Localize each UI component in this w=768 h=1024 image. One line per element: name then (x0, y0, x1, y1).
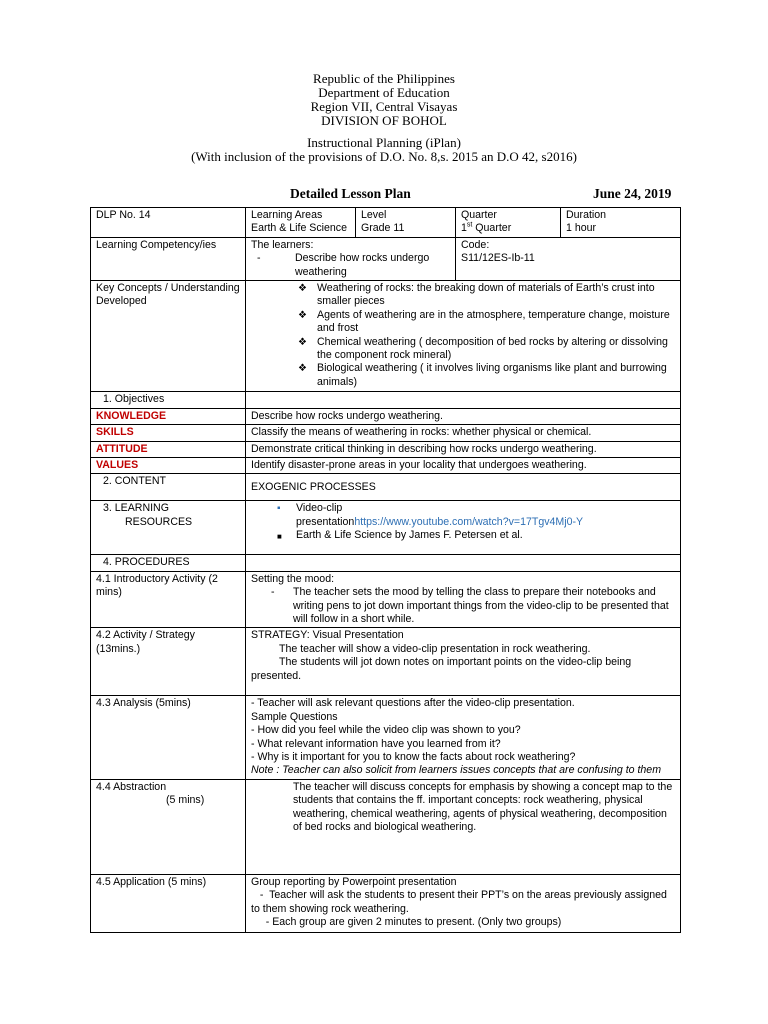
plan-subtitle: (With inclusion of the provisions of D.O. No. 8,s. 2015 an D.O 42, s2016) (191, 149, 577, 164)
learning-area-cell (246, 208, 356, 238)
quarter-number: 1 (461, 222, 467, 235)
analysis-question-1: - How did you feel while the video clip was shown to you? (251, 724, 521, 737)
application-line2: - Teacher will ask the students to present their PPT’s on the areas previously assigned to them showing rock weathering. (251, 889, 670, 915)
application-line1: Group reporting by Powerpoint presentation (251, 875, 457, 888)
resources-list (251, 502, 675, 542)
duration-label: Duration (566, 209, 607, 221)
key-concept-text: Weathering of rocks: the breaking down of materials of Earth’s crust into smaller pieces (317, 282, 655, 308)
activity-strategy-line1: The teacher will show a video-clip presentation in rock weathering. (279, 642, 591, 655)
table-row (91, 208, 681, 238)
list-item (298, 335, 675, 363)
document-header (0, 72, 768, 128)
resource-video-line (296, 516, 675, 529)
lesson-date: June 24, 2019 (593, 186, 672, 201)
introductory-activity-item (251, 586, 675, 626)
quarter-ordinal: st (466, 221, 473, 229)
list-item (298, 308, 675, 336)
knowledge-text: Describe how rocks undergo weathering. (246, 408, 681, 424)
competency-label: Learning Competency/ies (91, 237, 246, 280)
key-concept-text: Biological weathering ( it involves living organisms like plant and burrowing animals) (317, 362, 667, 388)
table-row (91, 779, 681, 874)
abstraction-cell (246, 779, 681, 874)
learning-area-value: Earth & Life Science (251, 222, 347, 235)
abstraction-label-line2: (5 mins) (166, 794, 205, 807)
duration-cell (561, 208, 681, 238)
introductory-dash: - (271, 586, 275, 599)
application-label: 4.5 Application (5 mins) (91, 874, 246, 932)
introductory-activity-text: The teacher sets the mood by telling the class to prepare their notebooks and writing pens to jot down important things from the video-clip to be presented that will follow in a short while. (293, 586, 669, 625)
table-row (91, 408, 681, 424)
code-label: Code: (461, 238, 490, 251)
resources-heading (91, 501, 246, 555)
header-line-republic: Republic of the Philippines (313, 71, 455, 86)
table-row (91, 571, 681, 628)
table-row (91, 628, 681, 696)
table-row (91, 441, 681, 457)
duration-value: 1 hour (566, 222, 597, 235)
plan-heading (0, 136, 768, 164)
list-item (277, 529, 675, 542)
competency-cell (246, 237, 456, 280)
introductory-activity-title: Setting the mood: (251, 572, 335, 585)
values-text: Identify disaster-prone areas in your locality that undergoes weathering. (246, 457, 681, 473)
table-row (91, 237, 681, 280)
content-heading: 2. CONTENT (91, 474, 246, 501)
quarter-label: Quarter (461, 209, 497, 221)
content-text: EXOGENIC PROCESSES (246, 474, 681, 501)
competency-item-text: Describe how rocks undergo weathering (295, 252, 430, 278)
table-row (91, 474, 681, 501)
analysis-line1: - Teacher will ask relevant questions after the video-clip presentation. (251, 697, 575, 710)
lesson-plan-title: Detailed Lesson Plan (290, 186, 411, 201)
analysis-question-3: - Why is it important for you to know the facts about rock weathering? (251, 750, 576, 763)
activity-strategy-line2: The students will jot down notes on important points on the video-clip being presented. (251, 656, 632, 682)
diamond-bullet-icon: ❖ (298, 363, 307, 375)
analysis-note: Note : Teacher can also solicit from learners issues concepts that are confusing to them (251, 764, 662, 777)
header-line-division: DIVISION OF BOHOL (321, 113, 447, 128)
analysis-line2: Sample Questions (251, 710, 338, 723)
key-concept-text: Chemical weathering ( decomposition of bed rocks by altering or dissolving the component rock mineral) (317, 335, 668, 362)
resource-video-label: Video-clip (296, 502, 343, 515)
key-concepts-cell (246, 281, 681, 392)
level-label: Level (361, 209, 387, 221)
header-line-department: Department of Education (318, 85, 450, 100)
table-row (91, 501, 681, 555)
procedures-blank (246, 555, 681, 571)
quarter-cell (456, 208, 561, 238)
skills-text: Classify the means of weathering in rocks: whether physical or chemical. (246, 425, 681, 441)
learning-area-label: Learning Areas (251, 209, 323, 221)
competency-item (251, 252, 450, 279)
list-item (277, 502, 675, 529)
dlp-number: DLP No. 14 (91, 208, 246, 238)
resource-video-link[interactable]: https://www.youtube.com/watch?v=17Tgv4Mj0-Y (354, 515, 584, 528)
level-value: Grade 11 (361, 222, 405, 235)
plan-title: Instructional Planning (iPlan) (307, 135, 461, 150)
quarter-value (461, 222, 555, 235)
table-row (91, 555, 681, 571)
resource-book: Earth & Life Science by James F. Petersen et al. (296, 529, 523, 542)
introductory-activity-label: 4.1 Introductory Activity (2 mins) (91, 571, 246, 628)
analysis-label: 4.3 Analysis (5mins) (91, 696, 246, 779)
table-row (91, 874, 681, 932)
square-bullet-icon: ▪ (277, 503, 281, 515)
knowledge-label: KNOWLEDGE (91, 408, 246, 424)
abstraction-text: The teacher will discuss concepts for emphasis by showing a concept map to the students that contains the ff. important concepts: rock weathering, physical weathering, chemical weathering, agents of physical weathering, decomposition of bed rocks and biological weathering. (293, 780, 673, 833)
resources-cell (246, 501, 681, 555)
analysis-question-2: - What relevant information have you learned from it? (251, 737, 501, 750)
activity-strategy-cell (246, 628, 681, 696)
table-row (91, 425, 681, 441)
competency-intro: The learners: (251, 238, 314, 251)
objectives-heading: 1. Objectives (91, 392, 246, 408)
key-concepts-list (251, 282, 675, 389)
attitude-text: Demonstrate critical thinking in describing how rocks undergo weathering. (246, 441, 681, 457)
list-item (298, 282, 675, 309)
introductory-activity-cell (246, 571, 681, 628)
application-line3: - Each group are given 2 minutes to present. (Only two groups) (251, 916, 562, 928)
abstraction-label (91, 779, 246, 874)
lesson-plan-table (90, 207, 681, 933)
list-item (298, 362, 675, 389)
diamond-bullet-icon: ❖ (298, 283, 307, 295)
application-cell (246, 874, 681, 932)
resource-video-word: presentation (296, 515, 355, 528)
table-row (91, 457, 681, 473)
attitude-label: ATTITUDE (91, 441, 246, 457)
diamond-bullet-icon: ❖ (298, 336, 307, 348)
key-concepts-label: Key Concepts / Understanding Developed (91, 281, 246, 392)
competency-dash: - (257, 252, 261, 265)
activity-strategy-title: STRATEGY: Visual Presentation (251, 629, 404, 642)
table-row (91, 696, 681, 779)
key-concept-text: Agents of weathering are in the atmosphere, temperature change, moisture and frost (317, 308, 670, 335)
quarter-word: Quarter (472, 222, 512, 235)
resources-heading-line2: RESOURCES (125, 515, 193, 528)
abstraction-label-line1: 4.4 Abstraction (96, 780, 167, 793)
resources-heading-line1: 3. LEARNING (103, 502, 169, 515)
table-row (91, 281, 681, 392)
code-value: S11/12ES-Ib-11 (461, 252, 535, 265)
procedures-heading: 4. PROCEDURES (91, 555, 246, 571)
objectives-blank (246, 392, 681, 408)
header-line-region: Region VII, Central Visayas (310, 99, 458, 114)
skills-label: SKILLS (91, 425, 246, 441)
activity-strategy-label: 4.2 Activity / Strategy (13mins.) (91, 628, 246, 696)
level-cell (356, 208, 456, 238)
diamond-bullet-icon: ❖ (298, 309, 307, 321)
code-cell (456, 237, 681, 280)
analysis-cell (246, 696, 681, 779)
square-bullet-icon: ■ (277, 532, 282, 542)
values-label: VALUES (91, 457, 246, 473)
table-row (91, 392, 681, 408)
